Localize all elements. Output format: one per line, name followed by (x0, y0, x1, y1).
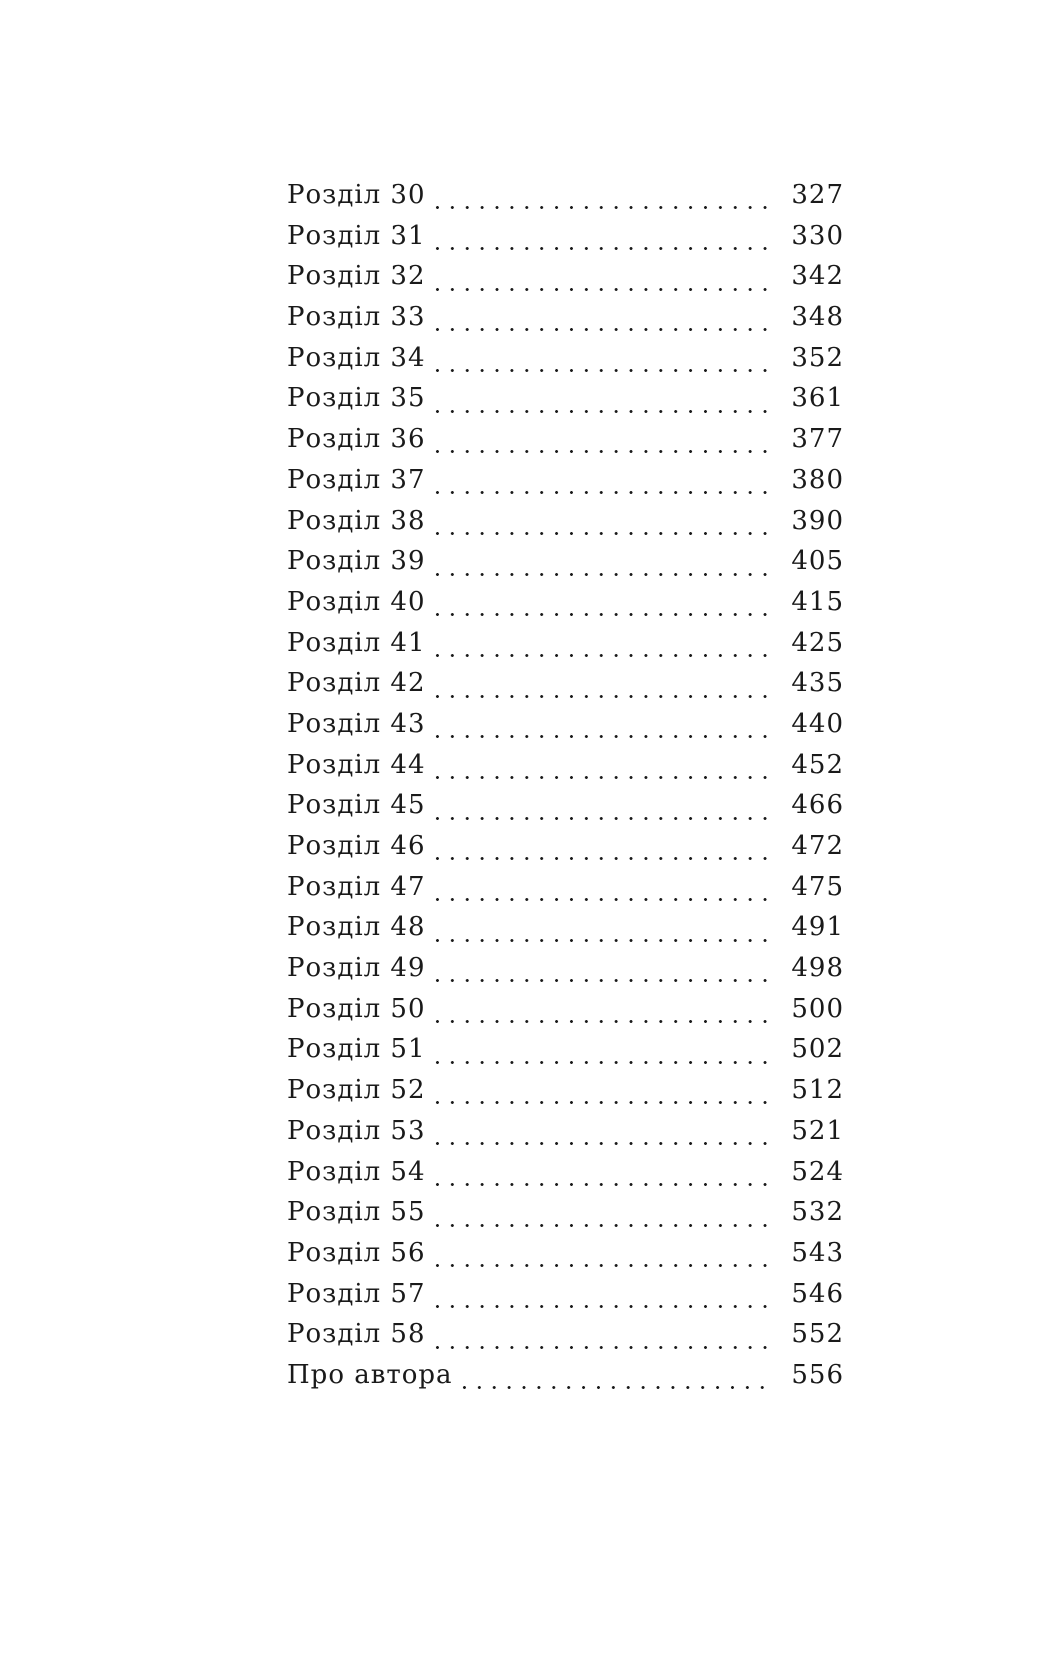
toc-leader-dots (430, 552, 774, 582)
toc-entry-page-number: 502 (791, 1034, 844, 1065)
toc-entry-title: Розділ 47 (287, 871, 426, 902)
toc-leader-dots (430, 633, 774, 663)
toc-entry-title: Розділ 42 (287, 668, 426, 699)
toc-entry-title: Розділ 41 (287, 627, 426, 658)
toc-entry-page-number: 452 (791, 749, 844, 780)
toc-entry-title: Розділ 36 (287, 424, 426, 455)
toc-entry-title: Розділ 31 (287, 220, 426, 251)
toc-entry[interactable] (287, 1157, 844, 1198)
toc-leader-dots (430, 226, 774, 256)
toc-leader-dots (430, 1284, 774, 1314)
toc-entry-page-number: 532 (791, 1197, 844, 1228)
toc-leader-dots (430, 389, 774, 419)
toc-leader-dots (430, 307, 774, 337)
toc-entry[interactable] (287, 790, 844, 831)
toc-entry-title: Розділ 58 (287, 1319, 426, 1350)
toc-entry-title: Розділ 35 (287, 383, 426, 414)
toc-entry-page-number: 330 (791, 220, 844, 251)
toc-entry-page-number: 552 (791, 1319, 844, 1350)
toc-entry[interactable] (287, 912, 844, 953)
toc-entry[interactable] (287, 668, 844, 709)
toc-leader-dots (430, 918, 774, 948)
toc-entry[interactable] (287, 1238, 844, 1279)
toc-entry-page-number: 543 (791, 1237, 844, 1268)
toc-entry-page-number: 440 (791, 708, 844, 739)
toc-entry[interactable] (287, 180, 844, 221)
toc-entry[interactable] (287, 1279, 844, 1320)
toc-entry-title: Розділ 48 (287, 912, 426, 943)
toc-entry[interactable] (287, 1197, 844, 1238)
toc-entry[interactable] (287, 1116, 844, 1157)
toc-entry-page-number: 500 (791, 993, 844, 1024)
toc-entry[interactable] (287, 261, 844, 302)
toc-entry-title: Про автора (287, 1359, 453, 1390)
toc-entry-title: Розділ 50 (287, 993, 426, 1024)
toc-entry-page-number: 415 (791, 586, 844, 617)
toc-entry-page-number: 425 (791, 627, 844, 658)
toc-entry-title: Розділ 40 (287, 586, 426, 617)
toc-leader-dots (430, 1203, 774, 1233)
toc-entry-page-number: 342 (791, 261, 844, 292)
toc-leader-dots (430, 470, 774, 500)
toc-entry-page-number: 556 (791, 1359, 844, 1390)
toc-entry-title: Розділ 54 (287, 1156, 426, 1187)
toc-entry[interactable] (287, 383, 844, 424)
toc-entry-title: Розділ 33 (287, 302, 426, 333)
toc-entry[interactable] (287, 709, 844, 750)
toc-leader-dots (430, 1121, 774, 1151)
toc-entry-page-number: 524 (791, 1156, 844, 1187)
toc-entry-title: Розділ 32 (287, 261, 426, 292)
toc-leader-dots (430, 999, 774, 1029)
toc-entry[interactable] (287, 831, 844, 872)
toc-entry-title: Розділ 55 (287, 1197, 426, 1228)
toc-leader-dots (457, 1365, 774, 1395)
toc-leader-dots (430, 796, 774, 826)
toc-entry-page-number: 435 (791, 668, 844, 699)
toc-entry[interactable] (287, 1360, 844, 1401)
toc-entry-page-number: 466 (791, 790, 844, 821)
toc-leader-dots (430, 1162, 774, 1192)
toc-entry-page-number: 491 (791, 912, 844, 943)
toc-leader-dots (430, 267, 774, 297)
toc-leader-dots (430, 592, 774, 622)
toc-entry-page-number: 546 (791, 1278, 844, 1309)
toc-leader-dots (430, 836, 774, 866)
toc-entry[interactable] (287, 628, 844, 669)
toc-entry-title: Розділ 34 (287, 342, 426, 373)
toc-entry-title: Розділ 51 (287, 1034, 426, 1065)
toc-leader-dots (430, 429, 774, 459)
toc-entry-page-number: 361 (791, 383, 844, 414)
toc-entry-title: Розділ 43 (287, 708, 426, 739)
toc-leader-dots (430, 755, 774, 785)
table-of-contents (287, 180, 844, 1401)
toc-entry-page-number: 475 (791, 871, 844, 902)
toc-entry-title: Розділ 30 (287, 180, 426, 210)
toc-entry-page-number: 472 (791, 831, 844, 861)
toc-entry[interactable] (287, 221, 844, 262)
toc-leader-dots (430, 185, 774, 215)
toc-entry[interactable] (287, 424, 844, 465)
toc-entry-page-number: 390 (791, 505, 844, 536)
toc-entry-title: Розділ 37 (287, 464, 426, 495)
toc-entry-page-number: 498 (791, 953, 844, 984)
toc-leader-dots (430, 1243, 774, 1273)
toc-entry-page-number: 512 (791, 1075, 844, 1106)
toc-entry-page-number: 348 (791, 302, 844, 333)
toc-leader-dots (430, 1080, 774, 1110)
toc-entry-title: Розділ 57 (287, 1278, 426, 1309)
toc-leader-dots (430, 877, 774, 907)
toc-entry[interactable] (287, 750, 844, 791)
toc-entry[interactable] (287, 872, 844, 913)
toc-entry-title: Розділ 46 (287, 831, 426, 861)
toc-entry[interactable] (287, 994, 844, 1035)
toc-entry[interactable] (287, 1319, 844, 1360)
toc-leader-dots (430, 714, 774, 744)
toc-leader-dots (430, 511, 774, 541)
toc-entry[interactable] (287, 302, 844, 343)
toc-entry[interactable] (287, 343, 844, 384)
toc-entry-title: Розділ 52 (287, 1075, 426, 1106)
toc-entry[interactable] (287, 1034, 844, 1075)
toc-entry-title: Розділ 39 (287, 546, 426, 577)
toc-leader-dots (430, 1040, 774, 1070)
toc-entry-title: Розділ 53 (287, 1115, 426, 1146)
toc-entry-page-number: 405 (791, 546, 844, 577)
toc-leader-dots (430, 1325, 774, 1355)
toc-entry-page-number: 521 (791, 1115, 844, 1146)
toc-entry-page-number: 352 (791, 342, 844, 373)
toc-entry[interactable] (287, 546, 844, 587)
toc-entry[interactable] (287, 506, 844, 547)
toc-entry-page-number: 377 (791, 424, 844, 455)
toc-entry[interactable] (287, 1075, 844, 1116)
toc-leader-dots (430, 348, 774, 378)
toc-leader-dots (430, 674, 774, 704)
toc-entry[interactable] (287, 953, 844, 994)
toc-leader-dots (430, 958, 774, 988)
toc-entry[interactable] (287, 465, 844, 506)
toc-entry-title: Розділ 38 (287, 505, 426, 536)
toc-entry-title: Розділ 56 (287, 1237, 426, 1268)
toc-entry-page-number: 380 (791, 464, 844, 495)
toc-entry-page-number: 327 (791, 180, 844, 210)
toc-entry-title: Розділ 44 (287, 749, 426, 780)
toc-entry[interactable] (287, 587, 844, 628)
toc-entry-title: Розділ 45 (287, 790, 426, 821)
toc-entry-title: Розділ 49 (287, 953, 426, 984)
